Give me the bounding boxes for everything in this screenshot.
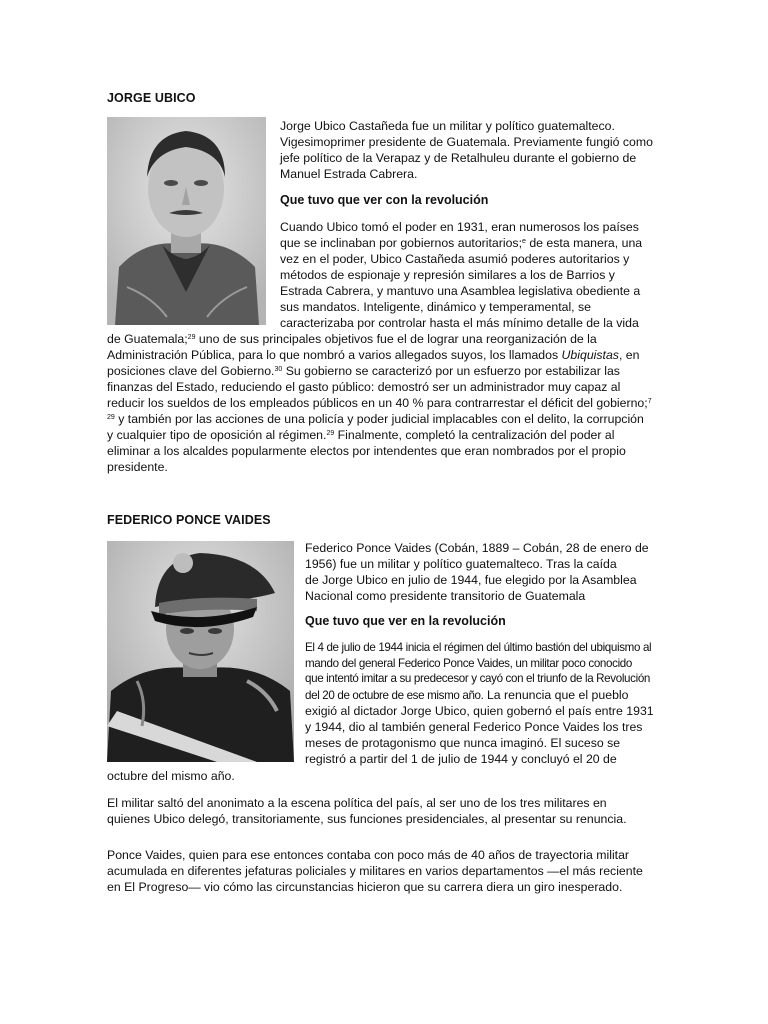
text-line: registró a partir del 1 de julio de 1944 y concluyó el 20 de: [305, 752, 617, 766]
text-line: meses de protagonismo que nunca imaginó. El suceso se: [305, 736, 621, 750]
ponce-paragraph-2: [107, 795, 667, 827]
text-span: Su gobierno se caracterizó por un esfuerzo por estabilizar las: [282, 364, 620, 378]
text-line: 1956) fue un militar y político guatemalteco. Tras la caída: [305, 557, 617, 571]
text-span: Finalmente, completó la centralización del poder al: [334, 428, 615, 442]
text-line: [280, 235, 680, 251]
text-line: que intentó imitar a su predecesor y cayó con el triunfo de la Revolución: [305, 672, 651, 685]
text-span: Administración Pública, para lo que nombró a varios allegados suyos, los llamados: [107, 348, 562, 362]
portrait-ubico-image: [107, 117, 266, 325]
text-span: del 20 de octubre de ese mismo año.: [305, 688, 484, 702]
text-line: en El Progreso— vio cómo las circunstancias hicieron que su carrera diera un giro inesperado.: [107, 880, 623, 894]
text-line: y 1944, dio al también general Federico Ponce Vaides los tres: [305, 720, 643, 734]
text-line: El 4 de julio de 1944 inicia el régimen del último bastión del ubiquismo al: [305, 641, 652, 654]
text-line: Estrada Cabrera, y mantuvo una Asamblea legislativa obediente a: [280, 284, 641, 298]
text-line: métodos de espionaje y represión similares a los de Barrios y: [280, 268, 615, 282]
footnote-ref: e: [522, 238, 526, 245]
text-line: Ponce Vaides, quien para ese entonces contaba con poco más de 40 años de trayectoria militar: [107, 848, 630, 862]
ponce-intro-paragraph: [305, 540, 665, 604]
ponce-body-full: octubre del mismo año.: [107, 769, 235, 783]
text-line: [107, 331, 667, 347]
ubico-body-full: [107, 331, 667, 475]
ubico-subheading: Que tuvo que ver con la revolución: [280, 193, 489, 207]
text-span: uno de sus principales objetivos fue el de lograr una reorganización de la: [195, 332, 597, 346]
text-line: vez en el poder, Ubico Castañeda asumió poderes autoritarios y: [280, 252, 630, 266]
text-line: quienes Ubico delegó, transitoriamente, sus funciones presidenciales, al presentar su renuncia.: [107, 812, 627, 826]
text-span: de Guatemala;: [107, 332, 188, 346]
text-line: El militar saltó del anonimato a la escena política del país, al ser uno de los tres militares en: [107, 796, 607, 810]
footnote-ref: 7: [647, 398, 652, 405]
text-line: mando del general Federico Ponce Vaides, un militar poco conocido: [305, 656, 632, 670]
text-span: , en: [618, 348, 640, 362]
ponce-paragraph-3: [107, 847, 667, 895]
text-line: acumulada en diferentes jefaturas policiales y militares en varios departamentos —el más reciente: [107, 864, 643, 878]
text-line: exigió al dictador Jorge Ubico, quien gobernó el país entre 1931: [305, 704, 654, 718]
text-span: La renuncia que el pueblo: [483, 687, 629, 702]
text-line: [107, 427, 667, 443]
text-line: [107, 395, 667, 411]
ponce-body-narrow: [305, 703, 665, 767]
text-line: Vigesimoprimer presidente de Guatemala. Previamente fungió como: [280, 135, 653, 149]
text-line: jefe político de la Verapaz y de Retalhuleu durante el gobierno de: [280, 151, 637, 165]
footnote-ref: 29: [326, 430, 335, 437]
text-line: sus mandatos. Inteligente, dinámico y temperamental, se: [280, 300, 592, 314]
text-span: y cualquier tipo de oposición al régimen.: [107, 428, 327, 442]
text-line: Federico Ponce Vaides (Cobán, 1889 – Cobán, 28 de enero de: [305, 541, 649, 555]
text-line: Jorge Ubico Castañeda fue un militar y político guatemalteco.: [280, 119, 615, 133]
text-span: de esta manera, una: [525, 236, 643, 250]
ubico-body-narrow: [280, 219, 680, 331]
portrait-ponce-image: [107, 541, 294, 762]
text-line: [107, 411, 667, 427]
text-line: [107, 363, 667, 379]
ponce-body-tight: [305, 640, 665, 703]
text-line: finanzas del Estado, reduciendo el gasto público: demostró ser un administrador muy capaz al: [107, 380, 621, 394]
text-line: caracterizaba por controlar hasta el más mínimo detalle de la vida: [280, 316, 639, 330]
text-span: posiciones clave del Gobierno.: [107, 364, 275, 378]
footnote-ref: 30: [274, 366, 283, 373]
footnote-ref: 29: [187, 334, 196, 341]
text-line: [107, 347, 667, 363]
text-line: eliminar a los alcaldes popularmente electos por intendentes que eran nombrados por el propio: [107, 444, 626, 458]
text-span: reducir los sueldos de los empleados públicos en un 40 % para contrarrestar el déficit del gobierno;: [107, 396, 648, 410]
ponce-subheading: Que tuvo que ver en la revolución: [305, 614, 506, 628]
text-line: de Jorge Ubico en julio de 1944, fue elegido por la Asamblea: [305, 573, 637, 587]
text-line: presidente.: [107, 460, 168, 474]
ubico-intro-paragraph: [280, 118, 680, 182]
text-span: que se inclinaban por gobiernos autoritarios;: [280, 236, 522, 250]
text-span: y también por las acciones de una policía y poder judicial implacables con el delito, la corrupción: [114, 412, 644, 426]
text-line: Nacional como presidente transitorio de Guatemala: [305, 589, 586, 603]
text-line: [305, 687, 665, 704]
text-line: Cuando Ubico tomó el poder en 1931, eran numerosos los países: [280, 220, 639, 234]
section-heading-ubico: JORGE UBICO: [107, 91, 196, 105]
text-line: Manuel Estrada Cabrera.: [280, 167, 418, 181]
text-span-italic: Ubiquistas: [561, 348, 619, 362]
section-heading-ponce: FEDERICO PONCE VAIDES: [107, 513, 271, 527]
footnote-ref: 29: [107, 414, 115, 421]
